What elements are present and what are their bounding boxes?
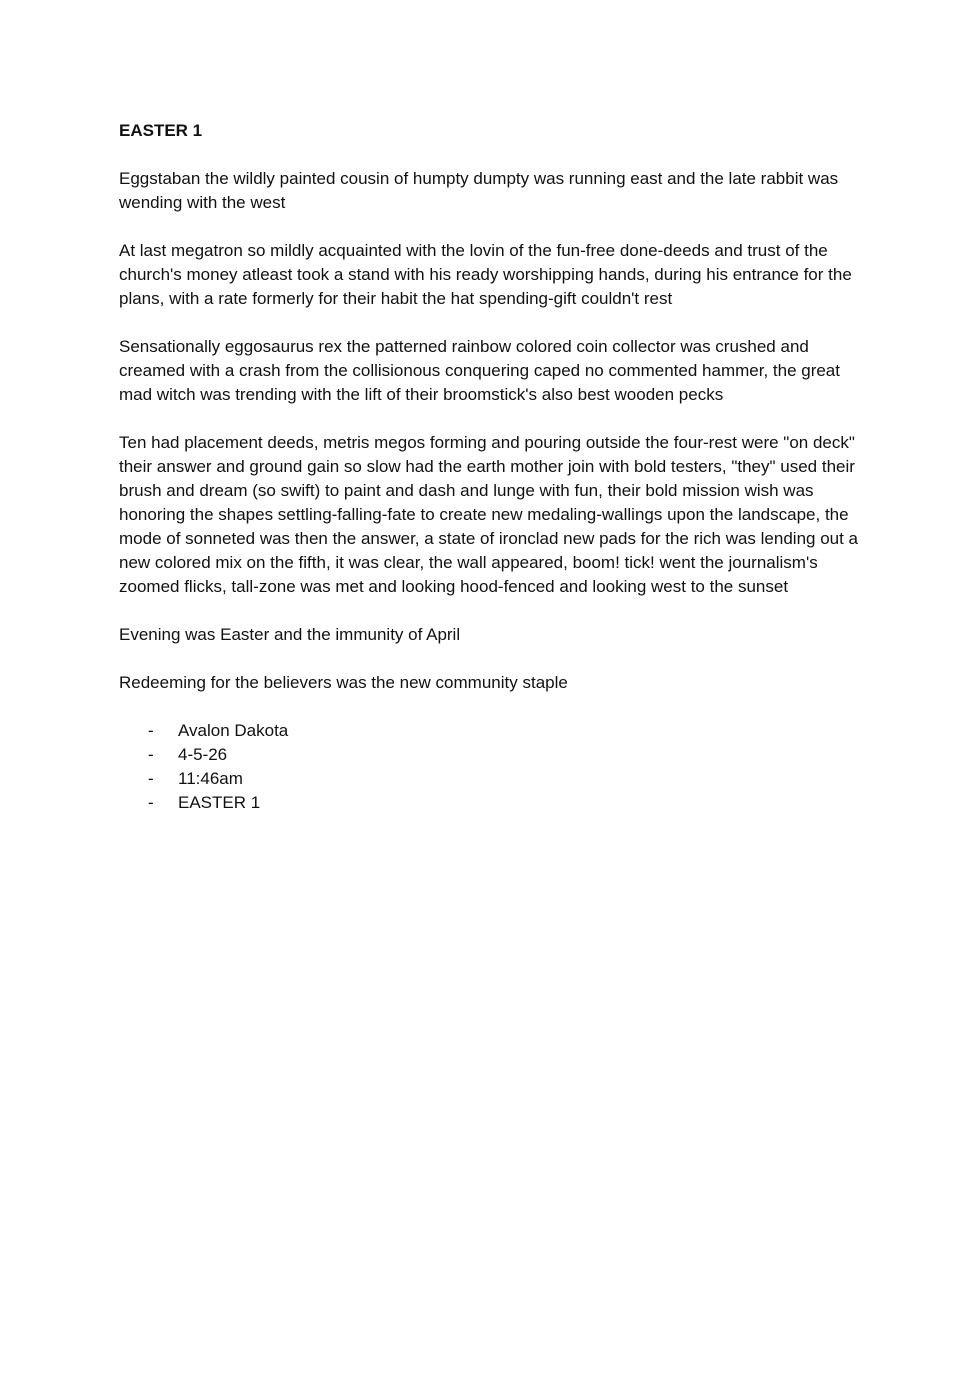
list-item: [119, 719, 869, 743]
signature-list: [119, 719, 869, 815]
paragraph-5: Evening was Easter and the immunity of April: [119, 625, 461, 644]
paragraph-4: Ten had placement deeds, metris megos forming and pouring outside the four-rest were "on deck" their answer and ground gain so slow had the earth mother join with bold testers, "they" used their brush and dream (so swift) to paint and dash and lunge with fun, their bold mission wish was honoring the shapes settling-falling-fate to create new medaling-wallings upon the landscape, the mode of sonneted was then the answer, a state of ironclad new pads for the rich was lending out a new colored mix on the fifth, it was clear, the wall appeared, boom! tick! went the journalism's zoomed flicks, tall-zone was met and looking hood-fenced and looking west to the sunset: [119, 433, 859, 596]
document-title: EASTER 1: [119, 121, 203, 140]
paragraph-3: Sensationally eggosaurus rex the patterned rainbow colored coin collector was crushed and creamed with a crash from the collisionous conquering caped no commented hammer, the great mad witch was trending with the lift of their broomstick's also best wooden pecks: [119, 337, 840, 404]
list-dash: -: [148, 745, 154, 764]
list-dash: -: [148, 793, 154, 812]
list-item-text: 4-5-26: [178, 745, 228, 764]
list-item: [119, 767, 869, 791]
paragraph-6: Redeeming for the believers was the new community staple: [119, 673, 568, 692]
paragraph-2: At last megatron so mildly acquainted with the lovin of the fun-free done-deeds and trust of the church's money atleast took a stand with his ready worshipping hands, during his entrance for the plans, with a rate formerly for their habit the hat spending-gift couldn't rest: [119, 241, 852, 308]
list-dash: -: [148, 721, 154, 740]
list-dash: -: [148, 769, 154, 788]
document-body: [119, 119, 869, 815]
list-item: [119, 743, 869, 767]
paragraph-1: Eggstaban the wildly painted cousin of humpty dumpty was running east and the late rabbit was wending with the west: [119, 169, 839, 212]
list-item-text: Avalon Dakota: [178, 721, 289, 740]
list-item: [119, 791, 869, 815]
list-item-text: 11:46am: [178, 769, 243, 788]
list-item-text: EASTER 1: [178, 793, 261, 812]
